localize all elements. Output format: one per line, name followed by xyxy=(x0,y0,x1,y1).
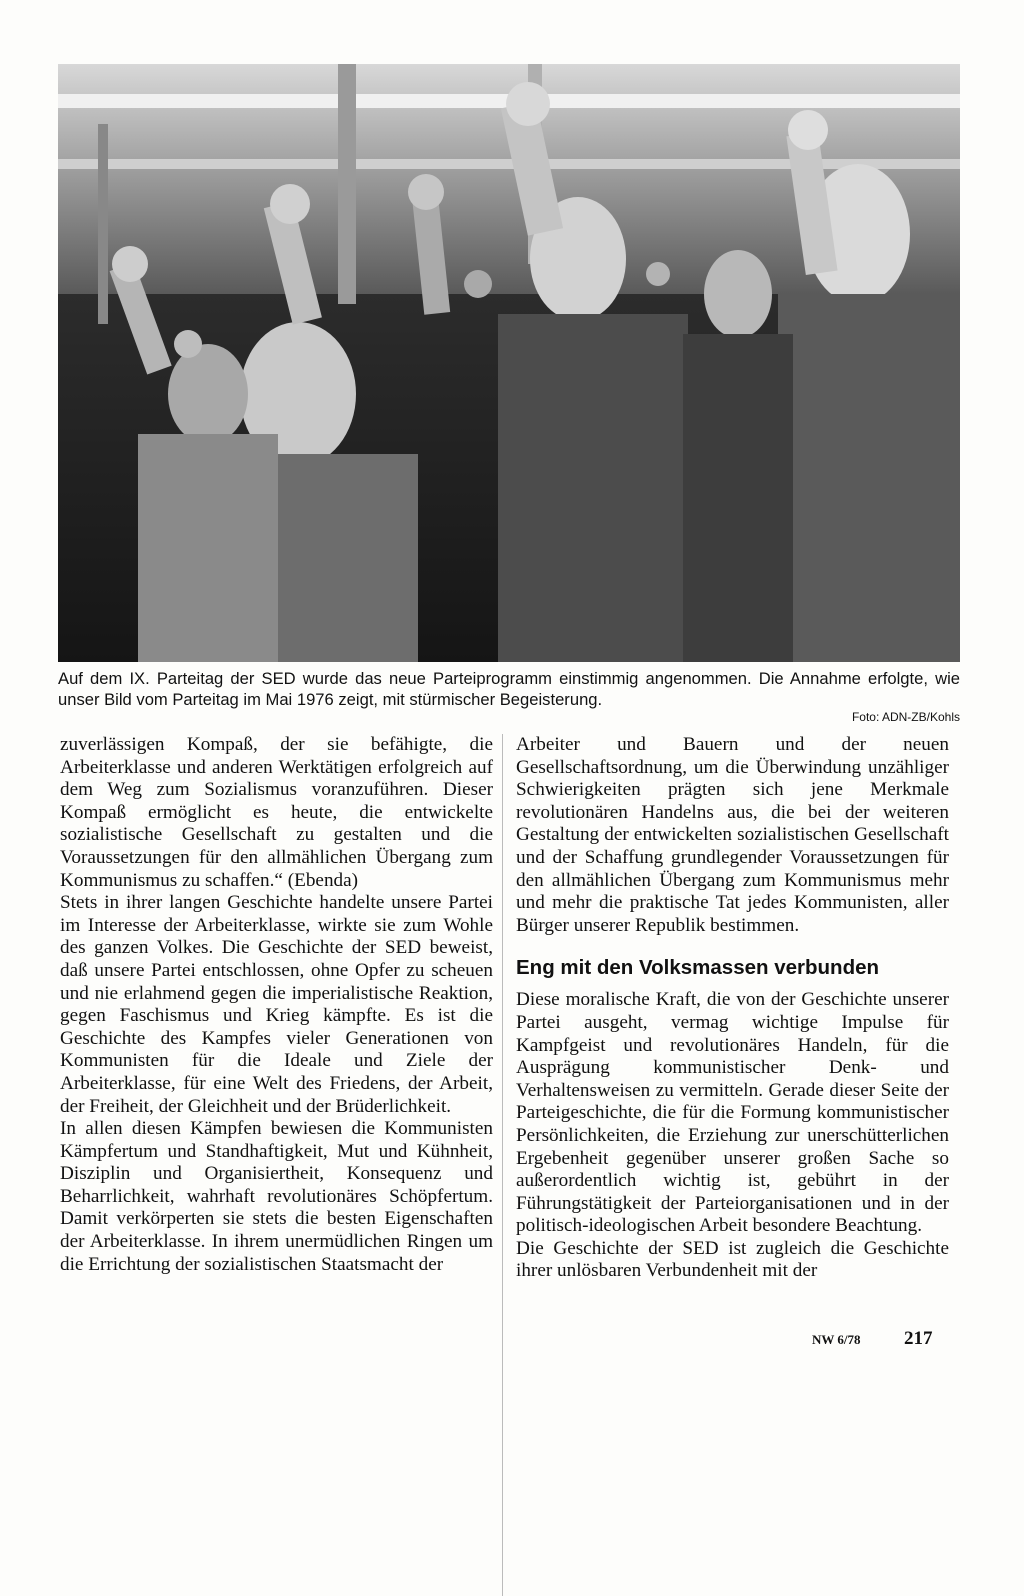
left-paragraph-1: zuverlässigen Kompaß, der sie befähigte, die Arbeiterklasse und anderen Werktätigen erfolgreich auf dem Weg zum Sozialismus voranzuführen. Dieser Kompaß ermöglicht es heute, die entwickelte sozialistische Gesellschaft zu gestalten und die Voraussetzungen für den allmählichen Übergang zum Kommunismus zu schaffen.“ (Ebenda) xyxy=(60,734,493,891)
left-paragraph-3: In allen diesen Kämpfen bewiesen die Kommunisten Kämpfertum und Standhaftigkeit, Mut und Kühnheit, Disziplin und Organisiertheit, Konsequenz und Beharrlichkeit, wahrhaft revolutionäres Schöpfertum. Damit verkörperten sie stets die besten Eigenschaften der Arbeiterklasse. In ihrem unermüdlichen Ringen um die Errichtung der sozialistischen Staatsmacht der xyxy=(60,1118,493,1275)
right-paragraph-1: Arbeiter und Bauern und der neuen Gesellschaftsordnung, um die Überwindung unzähliger Schwierigkeiten prägten sich jene Merkmale revolutionären Handelns aus, die bei der weiteren Gestaltung der entwickelten sozialistischen Gesellschaft und der Schaffung grundlegender Voraussetzungen für den allmählichen Übergang zum Kommunismus mehr und mehr die praktische Tat jedes Kommunisten, aller Bürger unserer Republik bestimmen. xyxy=(516,734,949,936)
photo-illustration xyxy=(58,64,960,662)
photo-caption xyxy=(58,668,960,710)
right-column xyxy=(516,734,949,1283)
journal-issue: NW 6/78 xyxy=(812,1332,861,1347)
column-divider xyxy=(502,734,503,1596)
caption-text: Auf dem IX. Parteitag der SED wurde das neue Parteiprogramm einstimmig angenommen. Die Annahme erfolgte, wie unser Bild vom Parteitag im Mai 1976 zeigt, mit stürmischer Begeisterung. xyxy=(58,669,960,709)
left-column xyxy=(60,734,493,1276)
right-paragraph-3: Die Geschichte der SED ist zugleich die Geschichte ihrer unlösbaren Verbundenheit mit der xyxy=(516,1237,949,1282)
section-heading: Eng mit den Volksmassen verbunden xyxy=(516,956,880,980)
article-photo xyxy=(58,64,960,662)
right-paragraph-2: Diese moralische Kraft, die von der Geschichte unserer Partei ausgeht, vermag wichtige Impulse für Kampfgeist und revolutionäres Handeln, für die Ausprägung kommunistischer Denk- und Verhaltensweisen zu vermitteln. Gerade dieser Seite der Parteigeschichte, die für die Formung kommunistischer Persönlichkeiten, die Erziehung zur unerschütterlichen Ergebenheit gegenüber unserer großen Sache so außerordentlich wichtig ist, gebührt in der Führungstätigkeit der Parteiorganisationen und in der politisch-ideologischen Arbeit besondere Beachtung. xyxy=(516,989,949,1237)
left-paragraph-2: Stets in ihrer langen Geschichte handelte unsere Partei im Interesse der Arbeiterklasse, wirkte sie zum Wohle des ganzen Volkes. Die Geschichte der SED beweist, daß unsere Partei entschlossen, ohne Opfer zu scheuen und nie erlahmend gegen die imperialistische Reaktion, gegen Faschismus und Krieg kämpfte. Es ist die Geschichte des Kampfes vieler Generationen von Kommunisten für die Ideale und Ziele der Arbeiterklasse, für eine Welt des Friedens, der Arbeit, der Freiheit, der Gleichheit und der Brüderlichkeit. xyxy=(60,892,493,1117)
page-number: 217 xyxy=(904,1328,933,1349)
photo-credit: Foto: ADN-ZB/Kohls xyxy=(851,710,960,724)
